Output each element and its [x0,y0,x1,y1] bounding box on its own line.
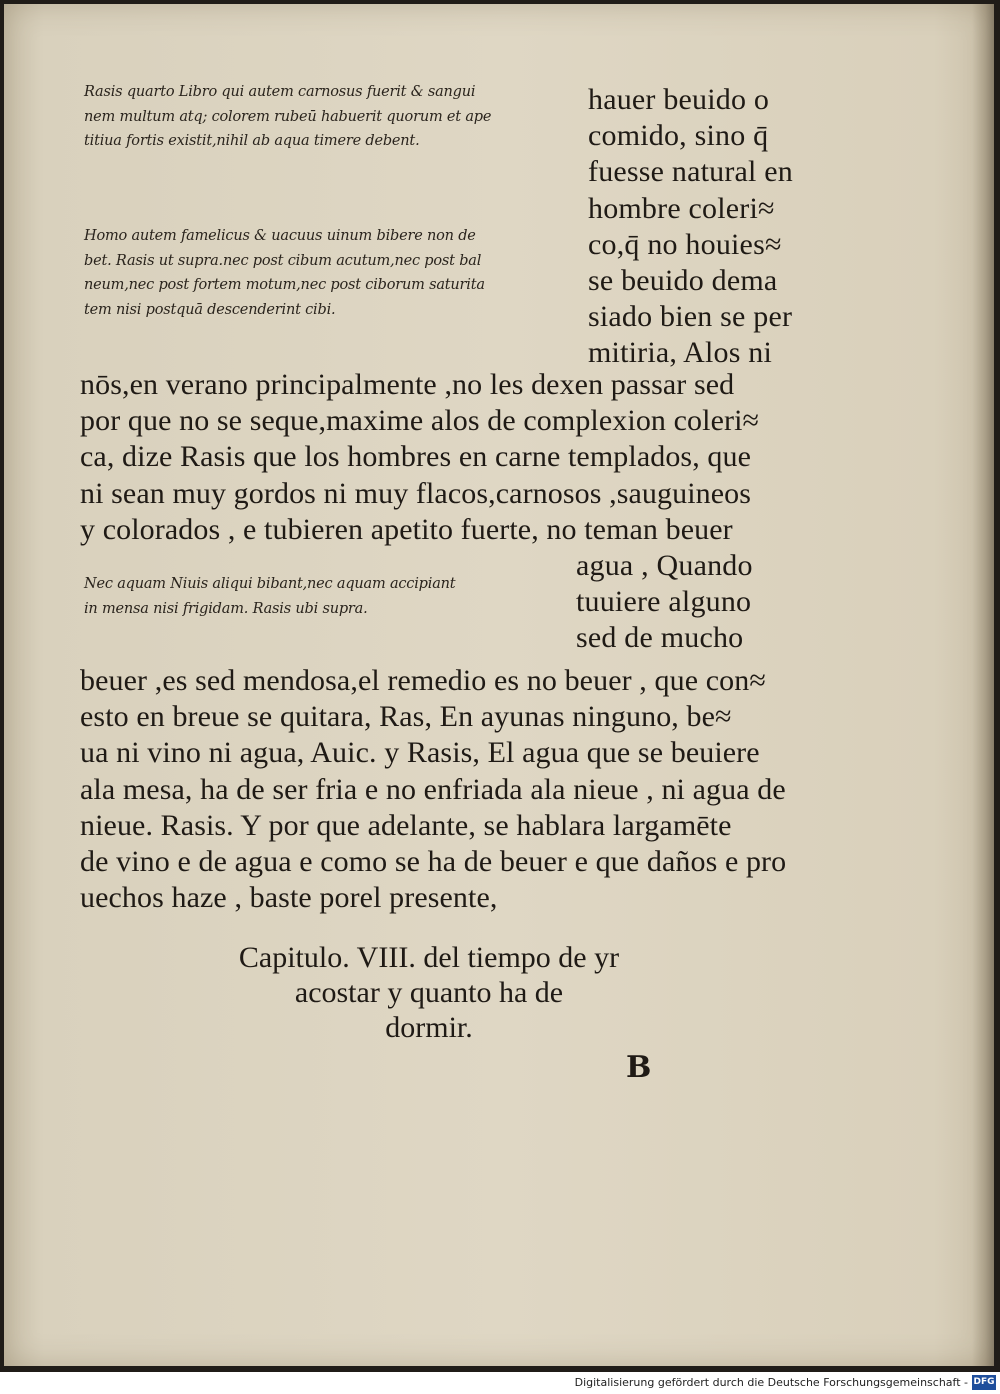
text-line: y colorados , e tubieren apetito fuerte, no teman beuer [80,512,733,546]
text-line: hombre coleri≈ [588,191,775,225]
gloss-line: neum,nec post fortem motum,nec post ciborum saturita [84,277,485,294]
margin-gloss-1 [84,80,491,154]
text-line: hauer beuido o [588,83,770,116]
footer-credit: Digitalisierung gefördert durch die Deutsche Forschungsgemeinschaft - [574,1376,968,1389]
text-line: mitiria, Alos ni [588,336,773,370]
text-line: ca, dize Rasis que los hombres en carne templados, que [80,440,752,474]
text-line: sed de mucho [576,621,744,655]
text-line: co,q̄ no houies≈ [588,227,782,261]
heading-line: dormir. [385,1011,473,1044]
gloss-line: in mensa nisi frigidam. Rasis ubi supra. [84,600,368,617]
text-line: fuesse natural en [588,155,793,189]
heading-line: acostar y quanto ha de [294,976,564,1009]
dfg-logo-icon: DFG [972,1375,996,1390]
text-line: de vino e de agua e como se ha de beuer e que daños e pro [80,844,787,878]
text-column-2 [576,548,753,657]
gloss-line: Homo autem famelicus & uacuus uinum bibere non de [84,228,476,244]
text-line: se beuido dema [588,263,778,297]
margin-gloss-3 [84,572,455,621]
text-line: esto en breue se quitara, Ras, En ayunas ninguno, be≈ [80,700,732,734]
text-line: beuer ,es sed mendosa,el remedio es no beuer , que con≈ [80,664,766,697]
text-line: comido, sino q̄ [588,119,769,153]
chapter-heading [184,940,674,1045]
text-line: ua ni vino ni agua, Auic. y Rasis, El agua que se beuiere [80,736,760,770]
heading-line: Capitulo. VIII. del tiempo de yr [238,941,620,974]
gloss-line: Nec aquam Niuis aliqui bibant,nec aquam accipiant [84,576,456,592]
gloss-line: titiua fortis existit,nihil ab aqua timere debent. [84,133,420,150]
book-page [4,4,994,1366]
gloss-line: Rasis quarto Libro qui autem carnosus fuerit & sangui [84,84,476,100]
text-column-1 [588,82,793,372]
gloss-line: tem nisi postquā descenderint cibi. [84,301,336,318]
text-line: siado bien se per [588,300,793,334]
text-line: nieue. Rasis. Y por que adelante, se hablara largamēte [80,808,732,842]
text-line: agua , Quando [576,549,753,582]
gloss-line: bet. Rasis ut supra.nec post cibum acutum,nec post bal [84,252,482,269]
page-edge-shadow [972,4,994,1366]
text-line: uechos haze , baste porel presente, [80,881,498,915]
body-text-2 [80,663,786,916]
body-text-1 [80,367,759,548]
text-line: ala mesa, ha de ser fria e no enfriada ala nieue , ni agua de [80,772,786,806]
digitization-footer [0,1372,1000,1394]
text-line: tuuiere alguno [576,585,752,619]
text-line: por que no se seque,maxime alos de complexion coleri≈ [80,404,760,438]
signature-mark: B [626,1050,652,1085]
margin-gloss-2 [84,224,485,322]
text-line: ni sean muy gordos ni muy flacos,carnosos ,sauguineos [80,476,752,510]
text-line: nōs,en verano principalmente ,no les dexen passar sed [80,368,735,401]
gloss-line: nem multum atq; colorem rubeū habuerit quorum et ape [84,108,492,125]
